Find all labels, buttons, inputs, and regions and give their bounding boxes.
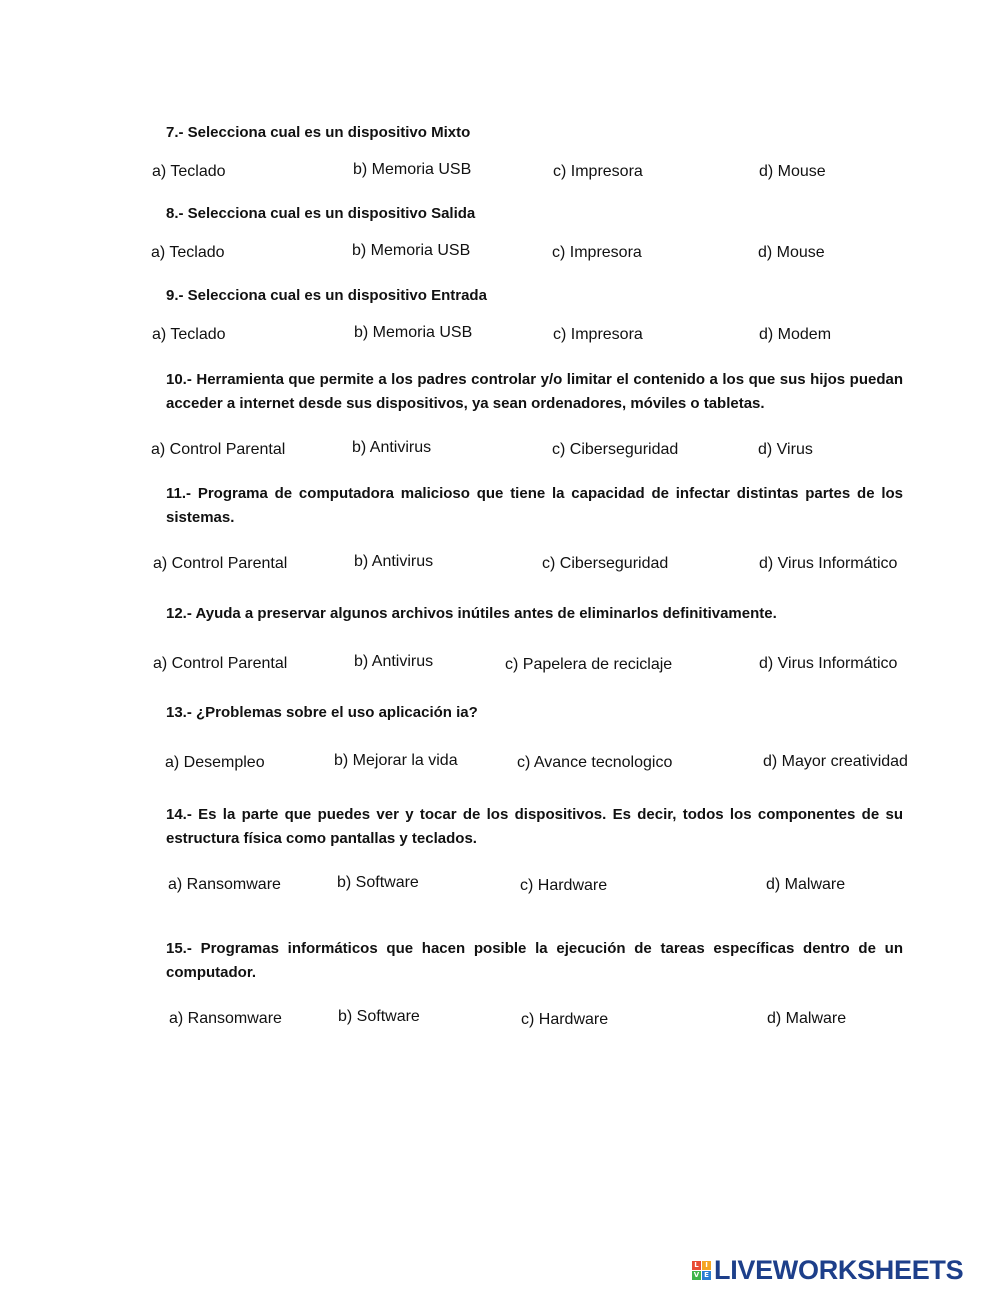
q7-option-b[interactable]: b) Memoria USB (353, 161, 472, 178)
q15-option-c[interactable]: c) Hardware (521, 1011, 609, 1028)
q11-option-c[interactable]: c) Ciberseguridad (542, 555, 669, 572)
question-8: 8.- Selecciona cual es un dispositivo Salida (166, 205, 476, 222)
q14-option-a[interactable]: a) Ransomware (168, 876, 281, 893)
question-14: 14.- Es la parte que puedes ver y tocar de los dispositivos. Es decir, todos los componentes de su estructura física como pantallas y teclados. (166, 806, 903, 847)
question-10: 10.- Herramienta que permite a los padres controlar y/o limitar el contenido a los que sus hijos puedan acceder a internet desde sus dispositivos, ya sean ordenadores, móviles o tabletas. (166, 371, 903, 412)
q12-option-b[interactable]: b) Antivirus (354, 653, 434, 670)
q7-option-c[interactable]: c) Impresora (553, 163, 643, 180)
logo-mark-i: I (702, 1261, 711, 1270)
logo-mark-v: V (693, 1270, 700, 1279)
logo-text: LIVEWORKSHEETS (714, 1255, 964, 1285)
q8-option-d[interactable]: d) Mouse (758, 244, 825, 261)
q8-option-b[interactable]: b) Memoria USB (352, 242, 471, 259)
q13-option-b[interactable]: b) Mejorar la vida (334, 752, 458, 769)
q11-option-d[interactable]: d) Virus Informático (759, 555, 898, 572)
q8-option-c[interactable]: c) Impresora (552, 244, 642, 261)
question-7: 7.- Selecciona cual es un dispositivo Mixto (166, 124, 471, 141)
q7-option-d[interactable]: d) Mouse (759, 163, 826, 180)
q15-option-a[interactable]: a) Ransomware (169, 1010, 282, 1027)
q11-option-a[interactable]: a) Control Parental (153, 555, 288, 572)
q9-option-c[interactable]: c) Impresora (553, 326, 643, 343)
q12-option-a[interactable]: a) Control Parental (153, 655, 288, 672)
q11-option-b[interactable]: b) Antivirus (354, 553, 434, 570)
q15-option-b[interactable]: b) Software (338, 1008, 420, 1025)
q12-option-c[interactable]: c) Papelera de reciclaje (505, 656, 673, 673)
q9-option-a[interactable]: a) Teclado (152, 326, 226, 343)
question-13: 13.- ¿Problemas sobre el uso aplicación ia? (166, 704, 478, 721)
q9-option-b[interactable]: b) Memoria USB (354, 324, 473, 341)
question-11: 11.- Programa de computadora malicioso que tiene la capacidad de infectar distintas partes de los sistemas. (166, 485, 903, 526)
q13-option-c[interactable]: c) Avance tecnologico (517, 754, 673, 771)
q12-option-d[interactable]: d) Virus Informático (759, 655, 898, 672)
q14-option-b[interactable]: b) Software (337, 874, 419, 891)
liveworksheets-logo (692, 1256, 963, 1284)
q10-option-b[interactable]: b) Antivirus (352, 439, 432, 456)
q13-option-d[interactable]: d) Mayor creatividad (763, 753, 908, 770)
q8-option-a[interactable]: a) Teclado (151, 244, 225, 261)
q10-option-c[interactable]: c) Ciberseguridad (552, 441, 679, 458)
q10-option-d[interactable]: d) Virus (758, 441, 813, 458)
logo-mark-e: E (702, 1271, 711, 1280)
q15-option-d[interactable]: d) Malware (767, 1010, 847, 1027)
q14-option-c[interactable]: c) Hardware (520, 877, 608, 894)
q10-option-a[interactable]: a) Control Parental (151, 441, 286, 458)
logo-mark-icon (692, 1261, 711, 1280)
q13-option-a[interactable]: a) Desempleo (165, 754, 265, 771)
q14-option-d[interactable]: d) Malware (766, 876, 846, 893)
question-15: 15.- Programas informáticos que hacen posible la ejecución de tareas específicas dentro de un computador. (166, 940, 903, 981)
question-12: 12.- Ayuda a preservar algunos archivos inútiles antes de eliminarlos definitivamente. (166, 605, 777, 622)
q9-option-d[interactable]: d) Modem (759, 326, 832, 343)
logo-mark-l: L (692, 1261, 701, 1270)
q7-option-a[interactable]: a) Teclado (152, 163, 226, 180)
question-9: 9.- Selecciona cual es un dispositivo Entrada (166, 287, 487, 304)
